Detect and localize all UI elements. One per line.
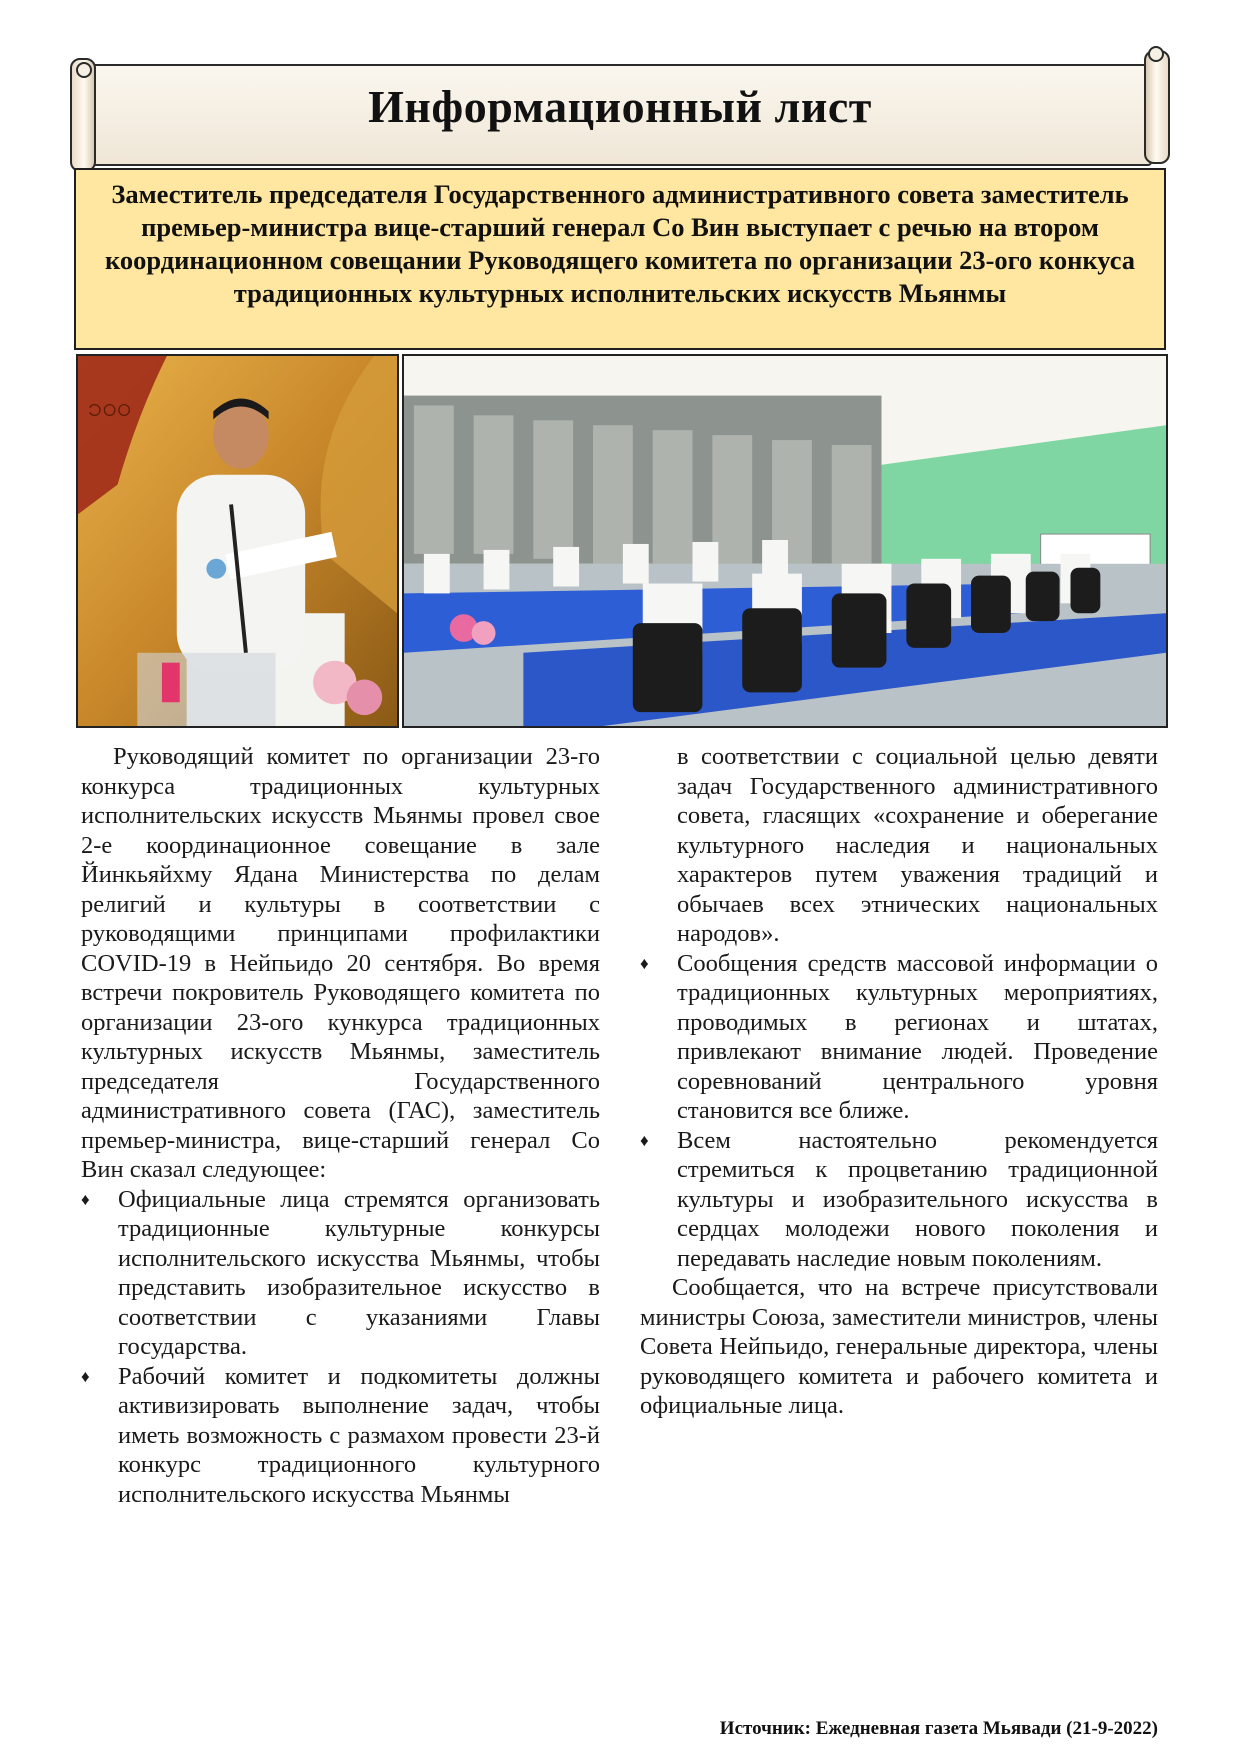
title-banner (70, 58, 1170, 168)
bullet-continuation: в соответствии с социальной целью девяти задач Государственного административного совета, гласящих «сохранение и оберегание культурного наследия и национальных характеров путем уважения традиций и обычаев всех этнических национальных народов». (677, 743, 1158, 947)
article-closing: Сообщается, что на встрече присутствовали министры Союза, заместители министров, члены Совета Нейпьидо, генеральные директора, члены руководящего комитета и рабочего комитета и официальные лица. (640, 1274, 1158, 1419)
article-intro: Руководящий комитет по организации 23-го конкурса традиционных культурных исполнительских искусств Мьянмы провел свое 2-е координационное совещание в зале Йинкьяйхму Ядана Министерства по делам религий и культуры в соответствии с руководящими принципами профилактики COVID-19 в Нейпьидо 20 сентября. Во время встречи покровитель Руководящего комитета по организации 23-ого кункурса традиционных культурных искусств Мьянмы, заместитель председателя Государственного административного совета (ГАС), заместитель премьер-министра, вице-старший генерал Со Вин сказал следующее: (81, 743, 600, 1183)
speaker-at-podium-photo (76, 354, 399, 728)
meeting-hall-photo (402, 354, 1168, 728)
bullet-list-left (81, 1185, 600, 1510)
source-credit: Источник: Ежедневная газета Мьявади (21-9-2022) (719, 1718, 1158, 1739)
scroll-curl-icon (1148, 46, 1164, 62)
bullet-item: ♦ Всем настоятельно рекомендуется стремиться к процветанию традиционной культуры и изобразительного искусства в сердцах молодежи нового поколения и передавать наследие новым поколениям. (640, 1126, 1158, 1274)
svg-text:၁၀၀: ၁၀၀ (87, 392, 132, 423)
bullet-item: ♦ Рабочий комитет и подкомитеты должны активизировать выполнение задач, чтобы иметь возможность с размахом провести 23-й конкурс традиционного культурного исполнительского искусства Мьянмы (81, 1362, 600, 1510)
bullet-list-right (640, 949, 1158, 1274)
bullet-item: ♦ Официальные лица стремятся организовать традиционные культурные конкурсы исполнительского искусства Мьянмы, чтобы представить изобразительное искусство в соответствии с указаниями Главы государства. (81, 1185, 600, 1362)
article-column-right (640, 742, 1158, 1421)
scroll-curl-icon (76, 62, 92, 78)
headline: Заместитель председателя Государственного административного совета заместитель премьер-министра вице-старший генерал Со Вин выступает с речью на втором координационном совещании Руководящего комитета по организации 23-ого конкуса традиционных культурных исполнительских искусств Мьянмы (74, 168, 1166, 350)
page-title: Информационный лист (368, 81, 872, 132)
article-column-left (81, 742, 600, 1509)
bullet-item: ♦ Сообщения средств массовой информации о традиционных культурных мероприятиях, проводимых в регионах и штатах, привлекают внимание людей. Проведение соревнований центрального уровня становится все ближе. (640, 949, 1158, 1126)
